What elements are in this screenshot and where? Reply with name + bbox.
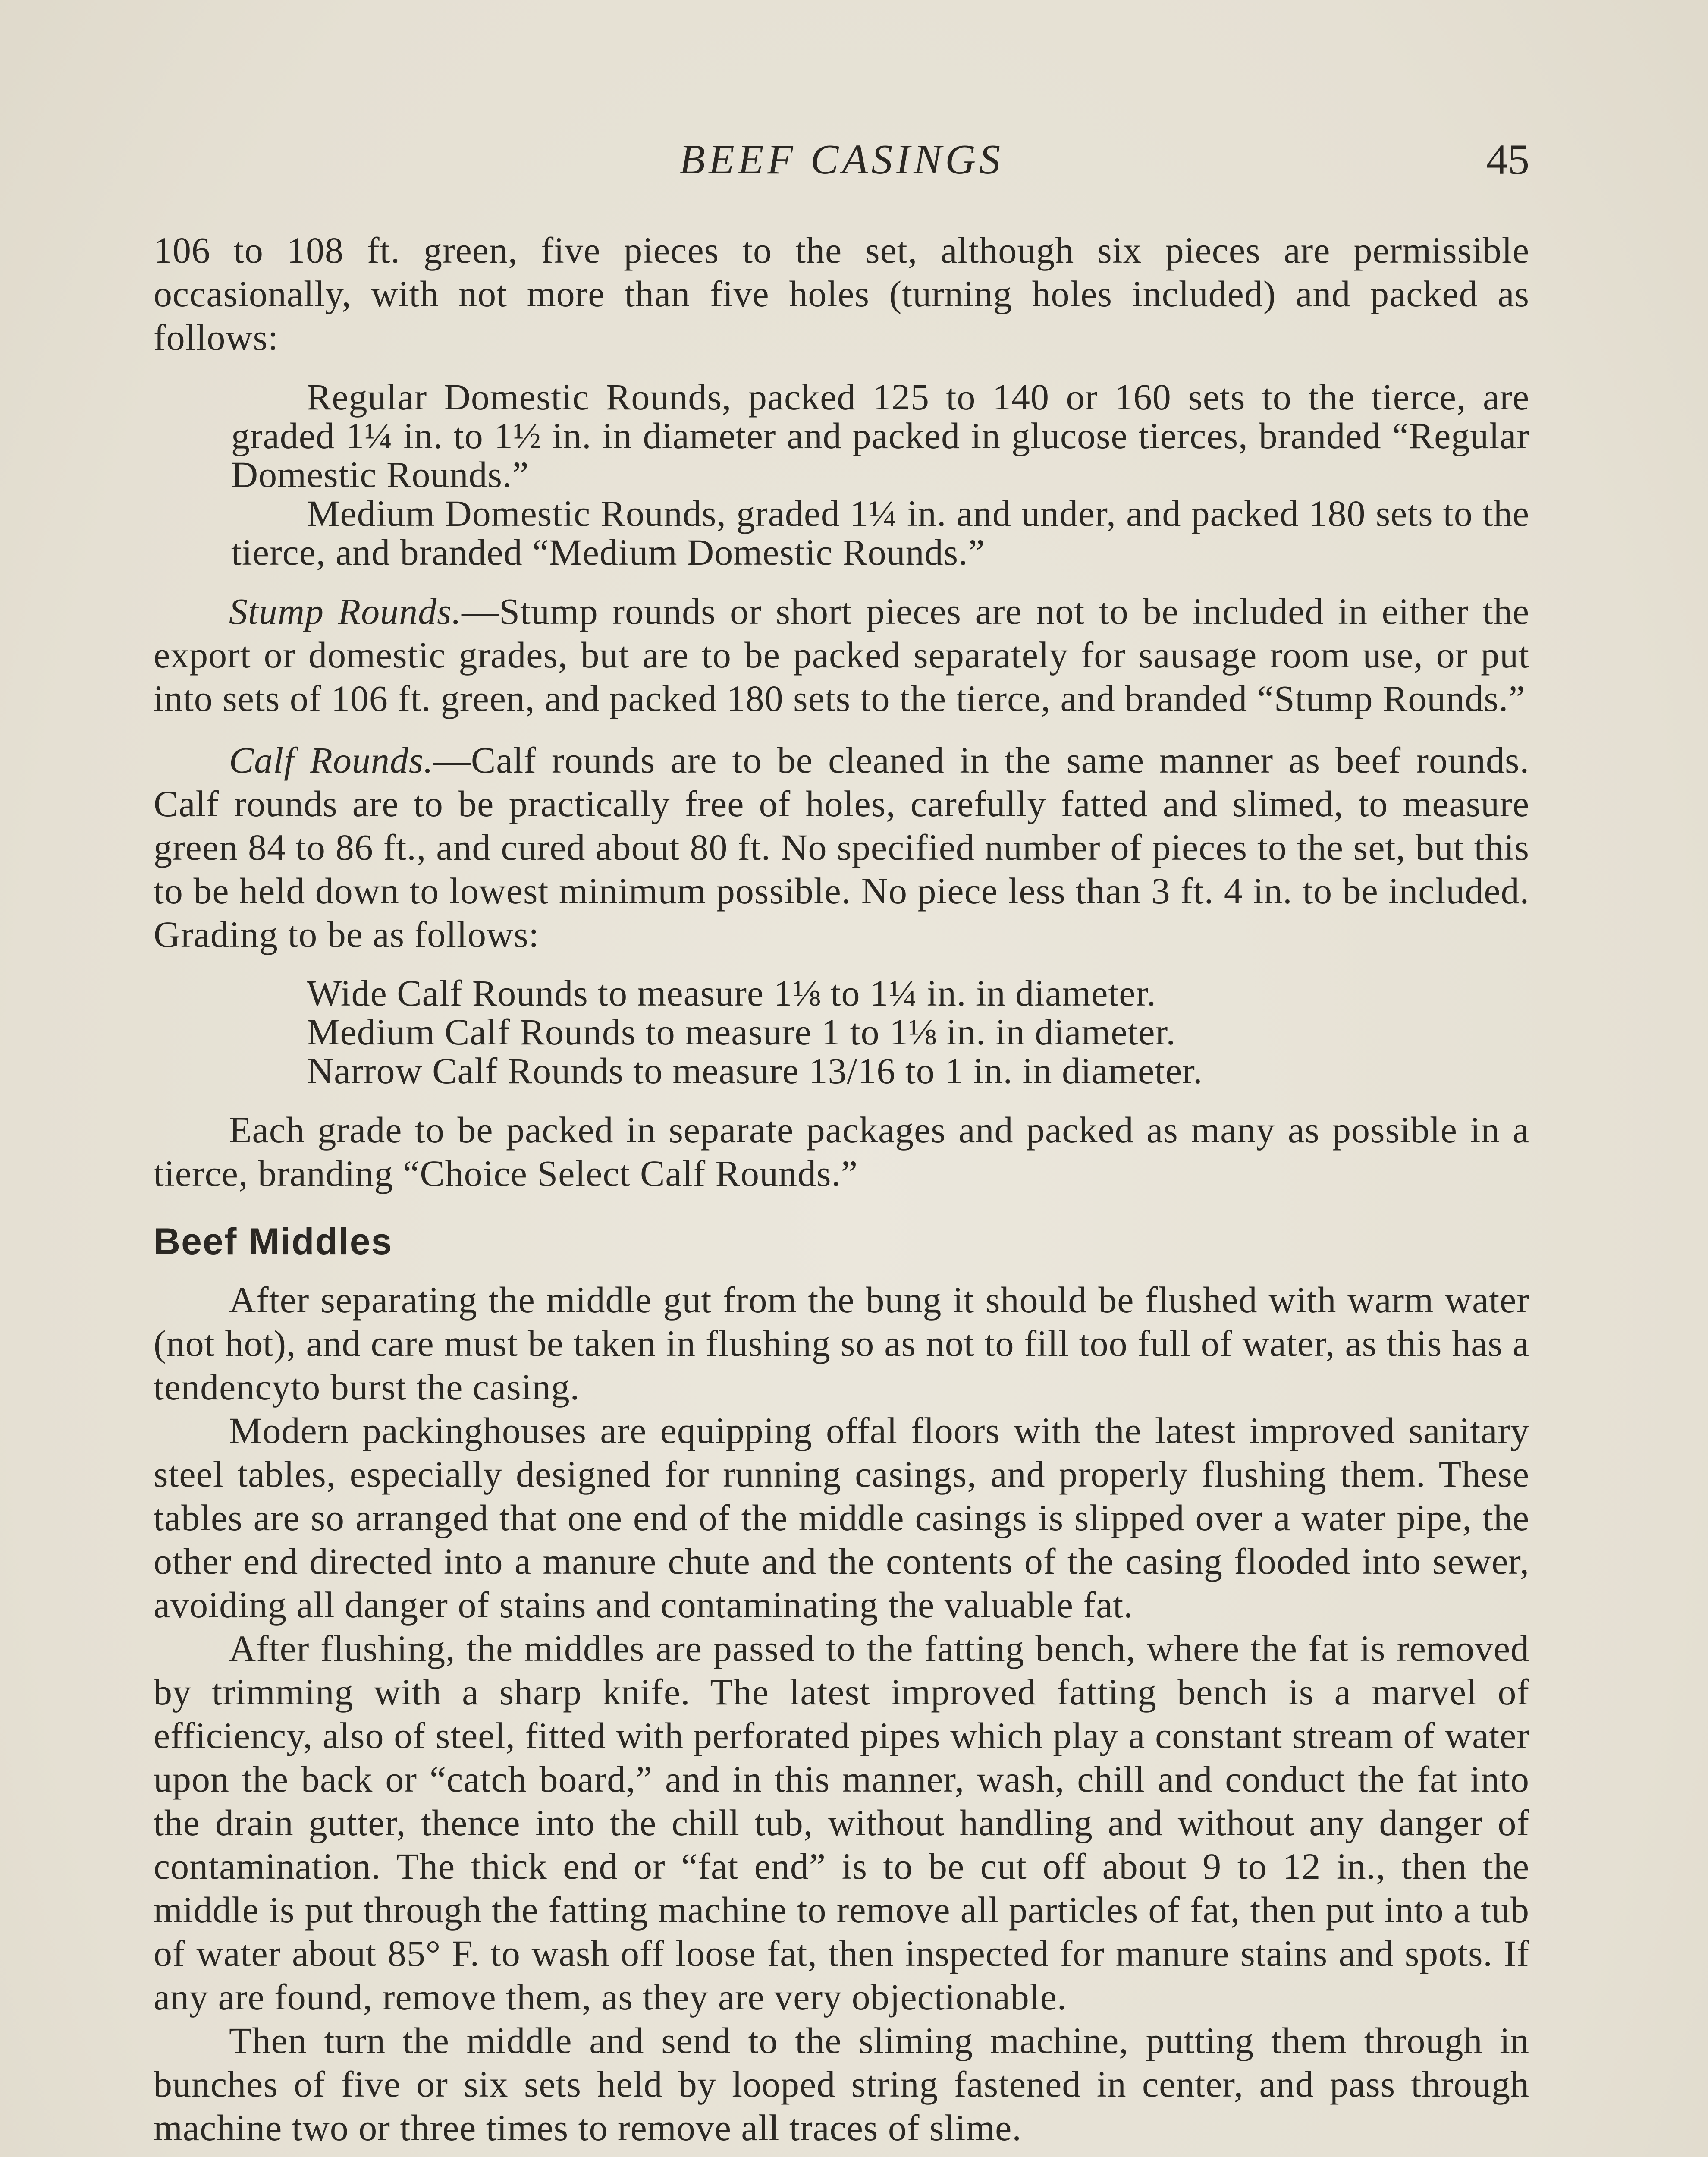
beef-middles-paragraph-steel-tables: Modern packinghouses are equipping offal floors with the latest improved sanitary steel tables, especially designed for running casings, and properly flushing them. These tables are so arranged that one end of the middle casings is slipped over a water pipe, the other end directed into a manure chute and the contents of the casing flooded into sewer, avoiding all danger of stains and contaminating the valuable fat. [154,1410,1529,1626]
grade-narrow-calf-rounds: Narrow Calf Rounds to measure 13/16 to 1 in. in diameter. [307,1050,1203,1091]
grade-wide-calf-rounds: Wide Calf Rounds to measure 1⅛ to 1¼ in. in diameter. [307,972,1156,1014]
running-title: BEEF CASINGS [679,136,1004,183]
beef-middles-paragraph-sliming: Then turn the middle and send to the sliming machine, putting them through in bunches of five or six sets held by looped string fastened in center, and pass through machine two or three times to remove all traces of slime. [154,2020,1529,2148]
intro-paragraph: 106 to 108 ft. green, five pieces to the set, although six pieces are permissible occasionally, with not more than five holes (turning holes included) and packed as follows: [154,230,1529,358]
page-header [154,129,1529,190]
calf-rounds-text: —Calf rounds are to be cleaned in the same manner as beef rounds. Calf rounds are to be practically free of holes, carefully fatted and slimed, to measure green 84 to 86 ft., and cured about 80 ft. No specified number of pieces to the set, but this to be held down to lowest minimum possible. No piece less than 3 ft. 4 in. to be included. Grading to be as follows: [154,739,1529,955]
calf-rounds-packing-paragraph: Each grade to be packed in separate packages and packed as many as possible in a tierce, branding “Choice Select Calf Rounds.” [154,1109,1529,1194]
beef-middles-paragraph-fatting-bench: After flushing, the middles are passed to the fatting bench, where the fat is removed by trimming with a sharp knife. The latest improved fatting bench is a marvel of efficiency, also of steel, fitted with perforated pipes which play a constant stream of water upon the back or “catch board,” and in this manner, wash, chill and conduct the fat into the drain gutter, thence into the chill tub, without handling and without any danger of contamination. The thick end or “fat end” is to be cut off about 9 to 12 in., then the middle is put through the fatting machine to remove all particles of fat, then put into a tub of water about 85° F. to wash off loose fat, then inspected for manure stains and spots. If any are found, remove them, as they are very objectionable. [154,1628,1529,2018]
calf-rounds-run-in-heading: Calf Rounds. [229,739,433,781]
domestic-rounds-block [231,377,1529,572]
calf-rounds-grade-list [307,974,1529,1090]
page-number: 45 [1486,135,1529,183]
beef-middles-paragraph-flushing: After separating the middle gut from the bung it should be flushed with warm water (not hot), and care must be taken in flushing so as not to fill too full of water, as this has a tendencyto burst the casing. [154,1279,1529,1408]
body-text [154,229,1529,2150]
section-heading-beef-middles: Beef Middles [154,1221,393,1262]
medium-domestic-rounds-paragraph: Medium Domestic Rounds, graded 1¼ in. and under, and packed 180 sets to the tierce, and branded “Medium Domestic Rounds.” [231,493,1529,573]
stump-rounds-paragraph [154,590,1529,720]
regular-domestic-rounds-paragraph: Regular Domestic Rounds, packed 125 to 140 or 160 sets to the tierce, are graded 1¼ in. to 1½ in. in diameter and packed in glucose tierces, branded “Regular Domestic Rounds.” [231,376,1529,495]
calf-rounds-paragraph [154,739,1529,956]
stump-rounds-text: —Stump rounds or short pieces are not to be included in either the export or domestic grades, but are to be packed separately for sausage room use, or put into sets of 106 ft. green, and packed 180 sets to the tierce, and branded “Stump Rounds.” [154,591,1530,719]
stump-rounds-run-in-heading: Stump Rounds. [229,591,462,632]
grade-medium-calf-rounds: Medium Calf Rounds to measure 1 to 1⅛ in. in diameter. [307,1011,1176,1053]
